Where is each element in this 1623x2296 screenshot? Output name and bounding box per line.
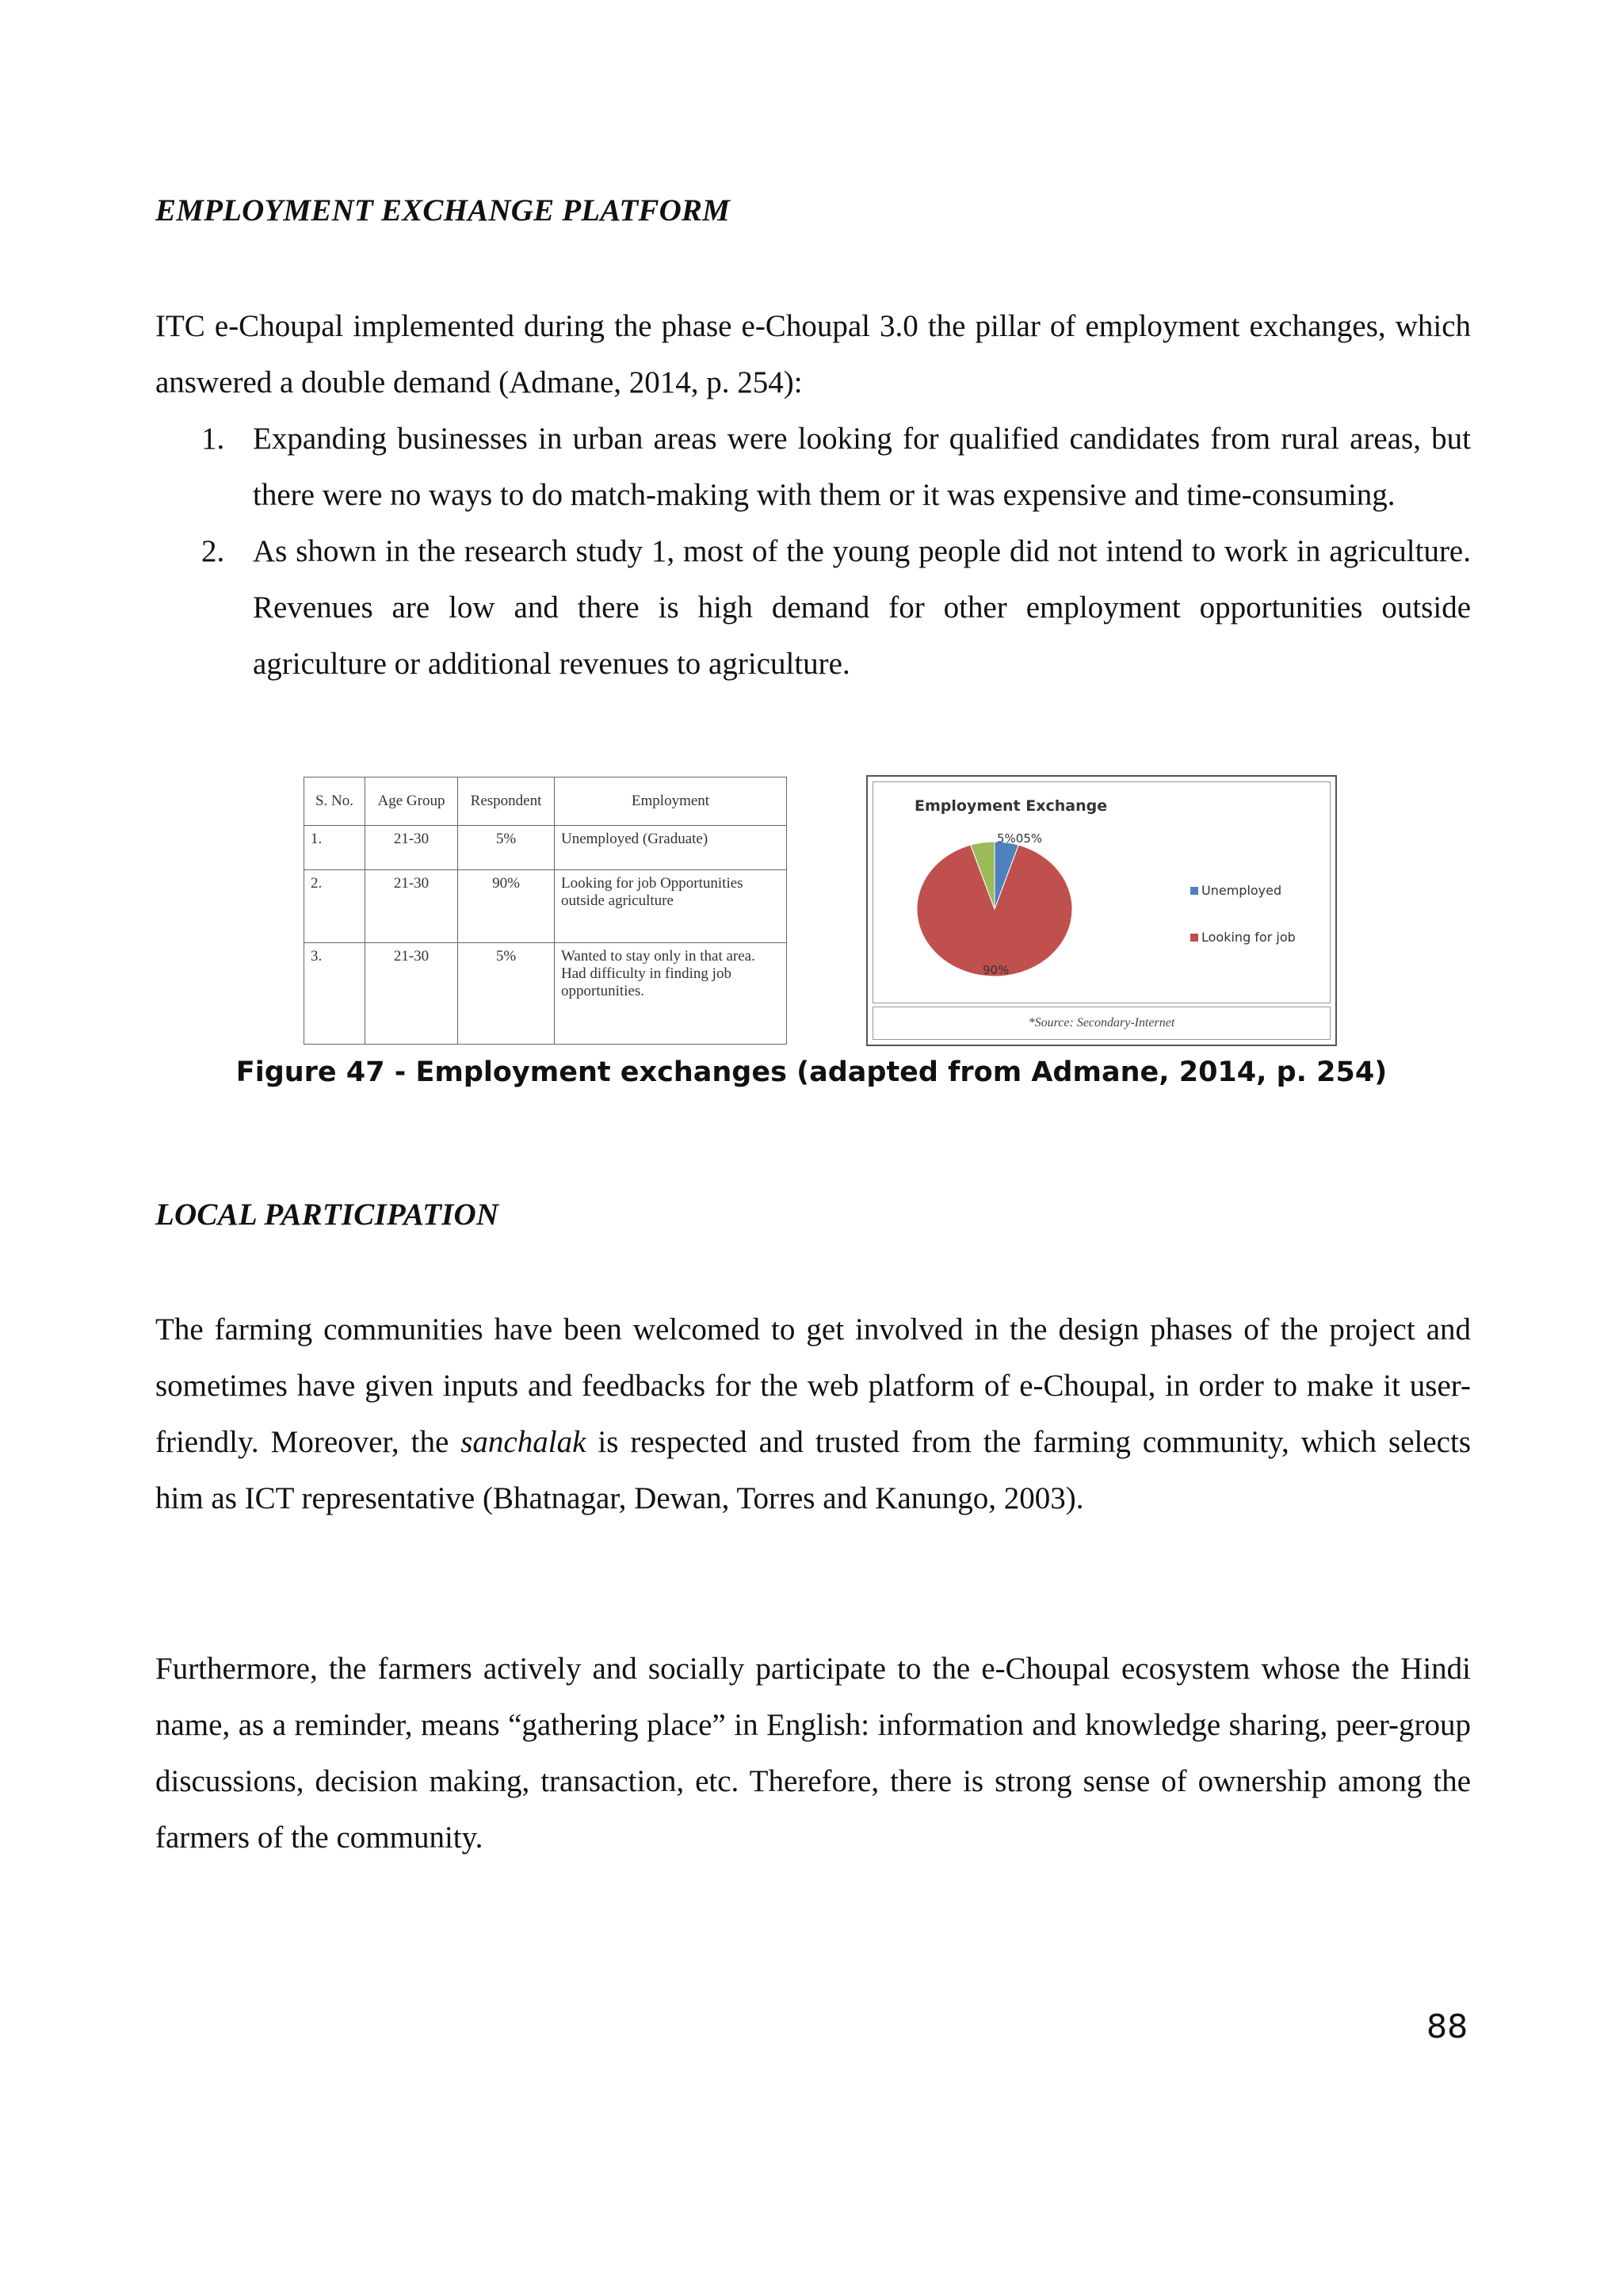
legend-swatch-looking-for-job — [1190, 934, 1198, 942]
table-header: Age Group — [365, 777, 458, 826]
table-cell: 21-30 — [365, 826, 458, 870]
table-cell: 21-30 — [365, 943, 458, 1045]
page-number: 88 — [1426, 2008, 1468, 2046]
paragraph-text: is respected and trusted from the farming community, which selects him as ICT representative (Bhatnagar, Dewan, Torres and Kanungo, 2003). — [155, 1425, 1472, 1515]
table-cell: Unemployed (Graduate) — [555, 826, 787, 870]
pie-chart-figure — [866, 775, 1337, 1046]
legend-label-unemployed: Unemployed — [1201, 883, 1282, 898]
sanchalak-term: sanchalak — [460, 1425, 586, 1459]
table-cell: 2. — [304, 870, 365, 943]
table-header: Employment — [555, 777, 787, 826]
table-cell: 3. — [304, 943, 365, 1045]
table-header: S. No. — [304, 777, 365, 826]
pie-chart-svg — [873, 782, 1331, 1001]
table-header-row — [304, 777, 787, 826]
data-label-top: 5%05% — [997, 831, 1043, 846]
local-participation-paragraph-2: Furthermore, the farmers actively and socially participate to the e-Choupal ecosystem whose the Hindi name, as a reminder, means “gathering place” in English: information and knowledge sharing, peer-group discussions, decision making, transaction, etc. Therefore, there is strong sense of ownership among the farmers of the community. — [155, 1652, 1471, 1855]
section-heading-employment-exchange: EMPLOYMENT EXCHANGE PLATFORM — [155, 193, 731, 227]
table-row — [304, 943, 787, 1045]
table-header: Respondent — [458, 777, 555, 826]
local-participation-paragraph-1 — [155, 1301, 1471, 1526]
table-cell: 5% — [458, 943, 555, 1045]
table-cell: 5% — [458, 826, 555, 870]
table-cell: 21-30 — [365, 870, 458, 943]
list-item — [155, 411, 1471, 523]
list-item-number: 2. — [201, 534, 225, 568]
table-cell: Wanted to stay only in that area. Had difficulty in finding job opportunities. — [555, 943, 787, 1045]
employment-table — [304, 777, 787, 1045]
list-item-text: As shown in the research study 1, most of the young people did not intend to work in agriculture. Revenues are low and there is high demand for other employment opportunities outside agriculture or additional revenues to agriculture. — [253, 534, 1471, 681]
paragraph-text: The farming communities have been welcomed to get involved in the design phases of the project and sometimes have given inputs and feedbacks for the web platform of e-Choupal, in order to make it user-friendly. Moreover, the — [155, 1312, 1471, 1459]
demand-list — [155, 411, 1471, 692]
legend-swatch-unemployed — [1190, 887, 1198, 895]
data-label-main: 90% — [983, 963, 1010, 977]
table-cell: 1. — [304, 826, 365, 870]
table-cell: 90% — [458, 870, 555, 943]
chart-title: Employment Exchange — [915, 797, 1108, 815]
list-item-number: 1. — [201, 422, 225, 456]
table-row — [304, 826, 787, 870]
pie-chart-area — [873, 781, 1331, 1003]
intro-paragraph: ITC e-Choupal implemented during the phase e-Choupal 3.0 the pillar of employment exchanges, which answered a double demand (Admane, 2014, p. 254): — [155, 309, 1471, 399]
section-heading-local-participation: LOCAL PARTICIPATION — [155, 1198, 499, 1232]
list-item — [155, 523, 1471, 692]
table-cell: Looking for job Opportunities outside agriculture — [555, 870, 787, 943]
list-item-text: Expanding businesses in urban areas were looking for qualified candidates from rural areas, but there were no ways to do match-making with them or it was expensive and time-consuming. — [253, 422, 1471, 512]
table-row — [304, 870, 787, 943]
legend-label-looking-for-job: Looking for job — [1201, 930, 1296, 945]
chart-source-note: *Source: Secondary-Internet — [873, 1007, 1331, 1040]
figure-caption: Figure 47 - Employment exchanges (adapted from Admane, 2014, p. 254) — [235, 1056, 1388, 1088]
